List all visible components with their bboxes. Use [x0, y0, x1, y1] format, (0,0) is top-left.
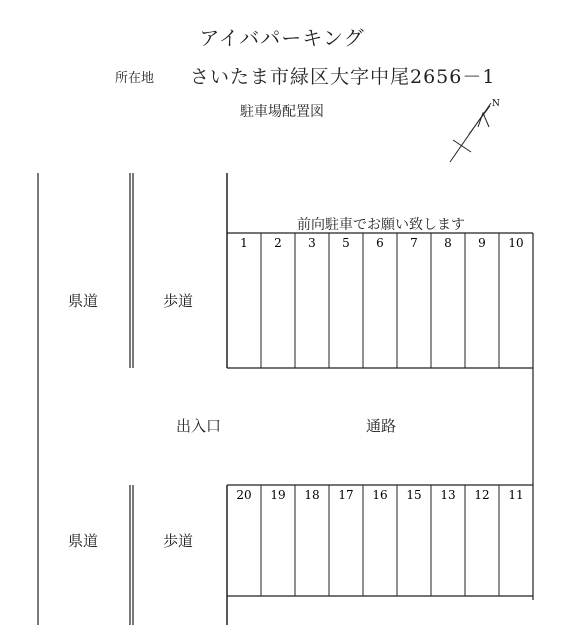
sidewalk-label-top: 歩道 — [163, 292, 194, 310]
north-arrow-icon — [450, 99, 500, 162]
address-value: さいたま市緑区大字中尾2656－1 — [190, 66, 496, 88]
space-bottom-number-20: 20 — [236, 488, 252, 502]
space-bottom-number-11: 11 — [508, 488, 524, 502]
road-label-bottom: 県道 — [68, 532, 99, 550]
aisle-label: 通路 — [366, 417, 397, 435]
north-label: N — [492, 99, 500, 109]
address-label: 所在地 — [115, 71, 155, 86]
road-label-top: 県道 — [68, 292, 99, 310]
space-top-number-8: 8 — [444, 236, 452, 250]
space-top-number-5: 5 — [342, 236, 350, 250]
space-bottom-number-15: 15 — [406, 488, 422, 502]
sidewalk-line-bottom — [130, 485, 133, 625]
space-bottom-number-12: 12 — [474, 488, 490, 502]
space-bottom-number-16: 16 — [372, 488, 388, 502]
space-top-number-6: 6 — [376, 236, 384, 250]
space-top-number-2: 2 — [274, 236, 282, 250]
space-bottom-number-13: 13 — [440, 488, 456, 502]
map-title: 駐車場配置図 — [240, 104, 324, 120]
bottom-row-numbers — [236, 488, 523, 502]
entrance-label: 出入口 — [176, 417, 222, 435]
parking-notice: 前向駐車でお願い致します — [297, 217, 465, 233]
top-row-numbers — [240, 236, 523, 250]
sidewalk-line-top — [130, 173, 133, 368]
space-top-number-1: 1 — [240, 236, 248, 250]
space-bottom-number-19: 19 — [270, 488, 286, 502]
space-top-number-10: 10 — [508, 236, 524, 250]
space-bottom-number-18: 18 — [304, 488, 320, 502]
space-top-number-3: 3 — [308, 236, 316, 250]
space-top-number-9: 9 — [478, 236, 486, 250]
page-title: アイバパーキング — [199, 26, 365, 50]
space-bottom-number-17: 17 — [338, 488, 354, 502]
sidewalk-label-bottom: 歩道 — [163, 532, 194, 550]
space-top-number-7: 7 — [410, 236, 418, 250]
top-row-dividers — [261, 233, 499, 368]
